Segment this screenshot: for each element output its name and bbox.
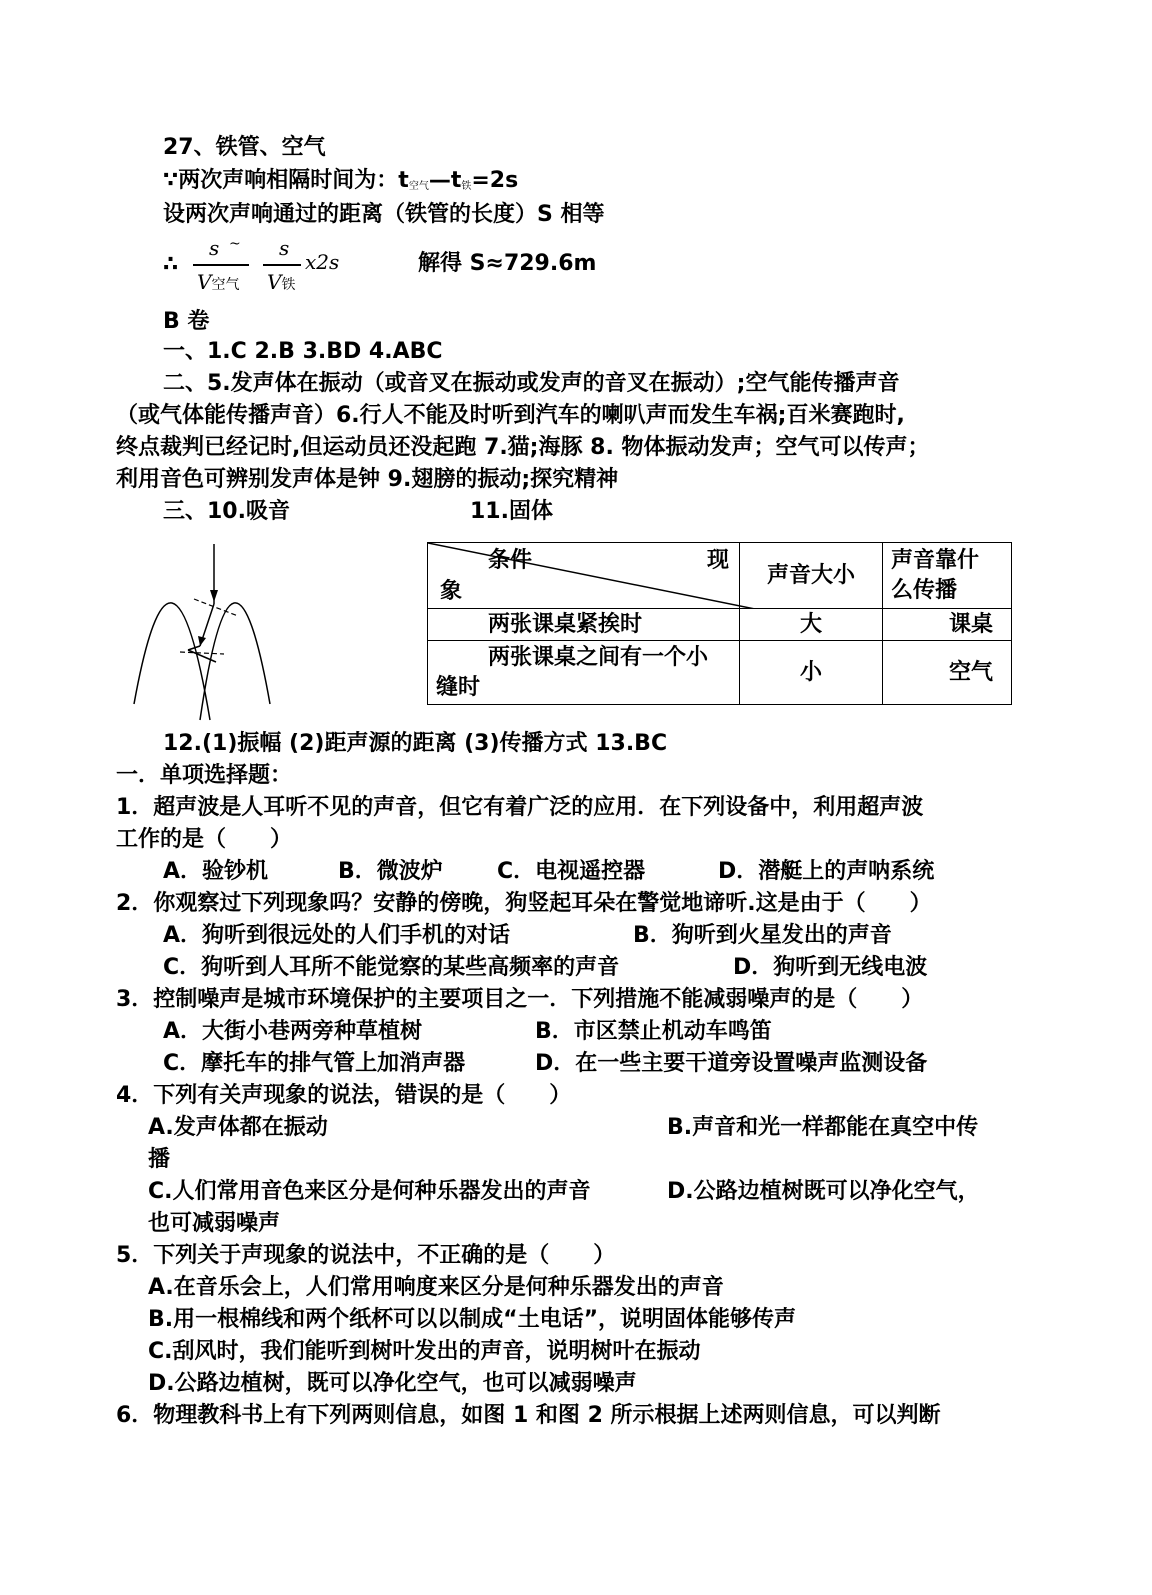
q4-stem: 4．下列有关声现象的说法，错误的是（ ）: [116, 1083, 572, 1108]
fraction2-bar: [263, 264, 301, 266]
q6-stem: 6．物理教科书上有下列两则信息，如图 1 和图 2 所示根据上述两则信息，可以判断: [116, 1403, 941, 1428]
section3-q11: 11.固体: [470, 499, 553, 524]
row1-medium: 课桌: [883, 609, 1012, 641]
answer-27: 27、铁管、空气: [163, 135, 326, 160]
q1-option-d: D．潜艇上的声呐系统: [718, 859, 935, 884]
q4-option-c: C.人们常用音色来区分是何种乐器发出的声音: [148, 1179, 591, 1204]
section3-q10: 三、10.吸音: [163, 499, 290, 524]
fraction2-numerator: s: [279, 236, 290, 260]
answer-12-13: 12.(1)振幅 (2)距声源的距离 (3)传播方式 13.BC: [163, 731, 668, 756]
q1-stem-line1: 1．超声波是人耳听不见的声音，但它有着广泛的应用．在下列设备中，利用超声波: [116, 795, 924, 820]
subscript-air: 空气: [408, 181, 429, 192]
header-condition: 条件: [488, 548, 533, 573]
header-medium: 声音靠什 么传播: [883, 543, 1012, 609]
q4-option-d: D.公路边植树既可以净化空气，: [667, 1179, 980, 1204]
q3-option-b: B．市区禁止机动车鸣笛: [535, 1019, 772, 1044]
q3-stem: 3．控制噪声是城市环境保护的主要项目之一．下列措施不能减弱噪声的是（ ）: [116, 987, 924, 1012]
q5-option-a: A.在音乐会上，人们常用响度来区分是何种乐器发出的声音: [148, 1275, 724, 1300]
q1-stem-line2: 工作的是（ ）: [116, 827, 293, 852]
row1-condition: 两张课桌紧挨时: [428, 609, 740, 641]
section2-line2: （或气体能传播声音）6.行人不能及时听到汽车的喇叭声而发生车祸;百米赛跑时,: [116, 403, 905, 428]
q2-option-d: D．狗听到无线电波: [733, 955, 928, 980]
subscript-iron: 铁: [461, 181, 472, 192]
q3-option-a: A．大街小巷两旁种草植树: [163, 1019, 423, 1044]
q1-option-a: A．验钞机: [163, 859, 269, 884]
row2-medium: 空气: [883, 641, 1012, 705]
q5-option-b: B.用一根棉线和两个纸杯可以以制成“土电话”，说明固体能够传声: [148, 1307, 797, 1332]
solved-result: 解得 S≈729.6m: [418, 251, 597, 276]
fraction1-denominator: V空气: [197, 270, 240, 294]
q4-option-b-wrap: 播: [148, 1147, 171, 1172]
q2-stem: 2．你观察过下列现象吗？安静的傍晚，狗竖起耳朵在警觉地谛听.这是由于（ ）: [116, 891, 932, 916]
b-juan-heading: B 卷: [163, 309, 210, 334]
section1-answers: 一、1.C 2.B 3.BD 4.ABC: [163, 339, 443, 364]
time-dash: —t: [428, 168, 462, 193]
header-phenomenon-right: 现: [706, 548, 729, 573]
row2-condition: 两张课桌之间有一个小 缝时: [428, 641, 740, 705]
quiz-heading: 一．单项选择题：: [116, 763, 293, 788]
q2-option-a: A．狗听到很远处的人们手机的对话: [163, 923, 511, 948]
row1-loudness: 大: [740, 609, 883, 641]
q3-option-c: C．摩托车的排气管上加消声器: [163, 1051, 466, 1076]
formula-tail: ⅹ2s: [305, 250, 340, 274]
q1-option-b: B．微波炉: [338, 859, 443, 884]
header-phenomenon-left: 象: [440, 579, 463, 604]
formula: [163, 234, 393, 302]
q4-option-b: B.声音和光一样都能在真空中传: [667, 1115, 979, 1140]
time-prefix: ∵两次声响相隔时间为：t: [163, 168, 409, 193]
time-difference-line: [163, 166, 518, 202]
header-loudness: 声音大小: [740, 543, 883, 609]
experiment-table: [427, 542, 1012, 705]
assume-line: 设两次声响通过的距离（铁管的长度）S 相等: [163, 202, 605, 227]
row2-loudness: 小: [740, 641, 883, 705]
q5-stem: 5．下列关于声现象的说法中，不正确的是（ ）: [116, 1243, 616, 1268]
section2-line1: 二、5.发声体在振动（或音叉在振动或发声的音叉在振动）;空气能传播声音: [163, 371, 900, 396]
section2-line4: 利用音色可辨别发声体是钟 9.翅膀的振动;探究精神: [116, 467, 619, 492]
q5-option-d: D.公路边植树，既可以净化空气，也可以减弱噪声: [148, 1371, 637, 1396]
q4-option-a: A.发声体都在振动: [148, 1115, 328, 1140]
q5-option-c: C.刮风时，我们能听到树叶发出的声音，说明树叶在振动: [148, 1339, 701, 1364]
q3-option-d: D．在一些主要干道旁设置噪声监测设备: [535, 1051, 928, 1076]
reflector-diagram: [128, 544, 278, 729]
q1-option-c: C．电视遥控器: [497, 859, 646, 884]
fraction1-numerator: s: [209, 236, 220, 260]
fraction2-denominator: V铁: [267, 270, 296, 294]
time-value: =2s: [471, 168, 519, 193]
diagonal-header-cell: [428, 543, 740, 609]
q2-option-c: C．狗听到人耳所不能觉察的某些高频率的声音: [163, 955, 620, 980]
section2-line3: 终点裁判已经记时,但运动员还没起跑 7.猫;海豚 8. 物体振动发声；空气可以传声；: [116, 435, 930, 460]
fraction1-bar: [193, 264, 249, 266]
fraction1-tilde: ~: [229, 236, 241, 252]
therefore-symbol: ∴: [163, 252, 179, 277]
q2-option-b: B．狗听到火星发出的声音: [633, 923, 892, 948]
q4-option-d-wrap: 也可减弱噪声: [148, 1211, 281, 1236]
